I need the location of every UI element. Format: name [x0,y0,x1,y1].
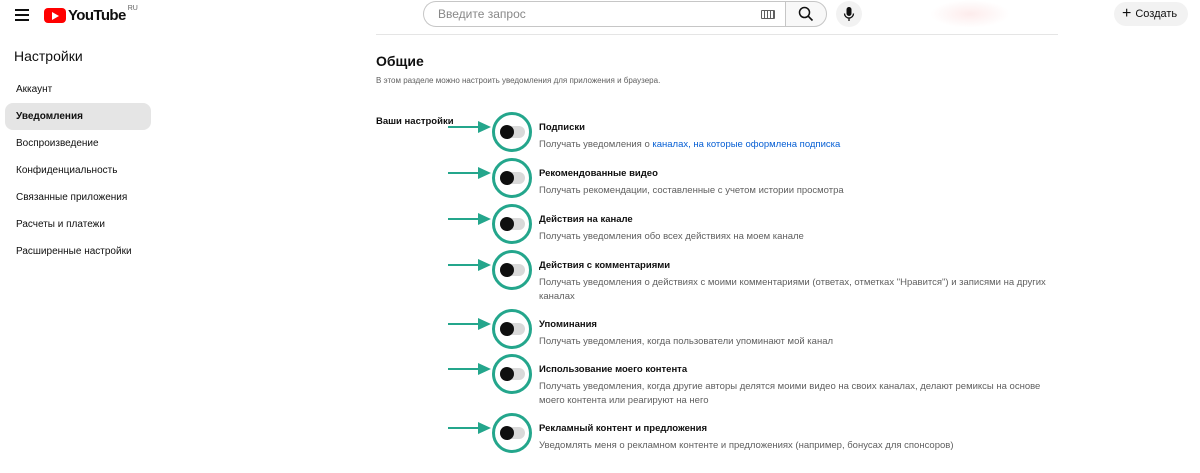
search-box [423,1,785,27]
setting-description: Уведомлять меня о рекламном контенте и предложениях (например, бонусах для спонсоров) [539,440,954,451]
setting-title: Рекламный контент и предложения [539,423,708,434]
toggle-knob [500,426,514,440]
menu-icon[interactable] [12,5,32,25]
sidebar-item-label: Расширенные настройки [16,246,132,257]
comment-activity-toggle[interactable] [501,264,525,276]
toggle-knob [500,171,514,185]
header-divider [376,34,1058,35]
create-button[interactable] [1114,2,1188,26]
setting-title: Упоминания [539,319,597,330]
setting-description-text: Получать уведомления о [539,139,653,150]
section-description: В этом разделе можно настроить уведомления для приложения и браузера. [376,76,661,85]
microphone-icon [843,6,855,22]
arrow-icon [448,317,492,331]
content-usage-toggle[interactable] [501,368,525,380]
section-title: Общие [376,53,424,69]
sidebar-item-label: Аккаунт [16,84,53,95]
sidebar-item-label: Уведомления [16,111,83,122]
setting-title: Действия с комментариями [539,260,671,271]
recommended-toggle[interactable] [501,172,525,184]
sidebar-item-label: Воспроизведение [16,138,99,149]
setting-title: Использование моего контента [539,364,688,375]
setting-description: Получать уведомления, когда другие авторы делятся моими видео на своих каналах, делают ремиксы на основе моего контента или реагируют на него [539,381,1041,406]
toggle-knob [500,125,514,139]
subscriptions-toggle[interactable] [501,126,525,138]
mentions-toggle[interactable] [501,323,525,335]
sidebar-item-notifications[interactable] [5,103,151,130]
sidebar-item-billing[interactable] [5,211,151,238]
arrow-icon [448,166,492,180]
sidebar-item-label: Конфиденциальность [16,165,118,176]
channel-activity-toggle[interactable] [501,218,525,230]
sidebar-item-privacy[interactable] [5,157,151,184]
setting-description [539,138,1059,152]
promotional-toggle[interactable] [501,427,525,439]
sidebar-item-label: Расчеты и платежи [16,219,105,230]
keyboard-icon[interactable] [761,10,775,19]
background-glow [930,0,1010,28]
sidebar-item-account[interactable] [5,76,151,103]
youtube-logo[interactable] [44,5,138,25]
toggle-knob [500,322,514,336]
setting-title: Рекомендованные видео [539,168,658,179]
logo-region: RU [127,4,138,12]
plus-icon: + [1122,5,1132,22]
top-bar [0,0,1200,30]
search-icon [798,6,814,22]
logo-text: YouTube [68,6,126,24]
search-input[interactable] [438,7,758,21]
arrow-icon [448,212,492,226]
voice-search-button[interactable] [836,1,862,27]
setting-description: Получать уведомления обо всех действиях на моем канале [539,231,804,242]
youtube-play-icon [44,8,66,23]
arrow-icon [448,362,492,376]
search-button[interactable] [785,1,827,27]
sidebar-item-connected-apps[interactable] [5,184,151,211]
sidebar-item-label: Связанные приложения [16,192,128,203]
create-label: Создать [1135,8,1178,20]
toggle-knob [500,217,514,231]
setting-title: Действия на канале [539,214,633,225]
arrow-icon [448,258,492,272]
arrow-icon [448,120,492,134]
toggle-knob [500,367,514,381]
toggle-knob [500,263,514,277]
setting-description: Получать рекомендации, составленные с учетом истории просмотра [539,185,844,196]
search-bar [423,1,827,27]
sidebar-item-advanced[interactable] [5,238,151,265]
setting-title: Подписки [539,122,585,133]
arrow-icon [448,421,492,435]
sidebar-item-playback[interactable] [5,130,151,157]
setting-description: Получать уведомления о действиях с моими комментариями (ответах, отметках "Нравится") и записями на других каналах [539,277,1046,302]
sidebar-title: Настройки [14,48,83,64]
setting-description: Получать уведомления, когда пользователи упоминают мой канал [539,336,834,347]
subscribed-channels-link[interactable]: каналах, на которые оформлена подписка [652,139,841,150]
settings-label: Ваши настройки [376,116,454,127]
